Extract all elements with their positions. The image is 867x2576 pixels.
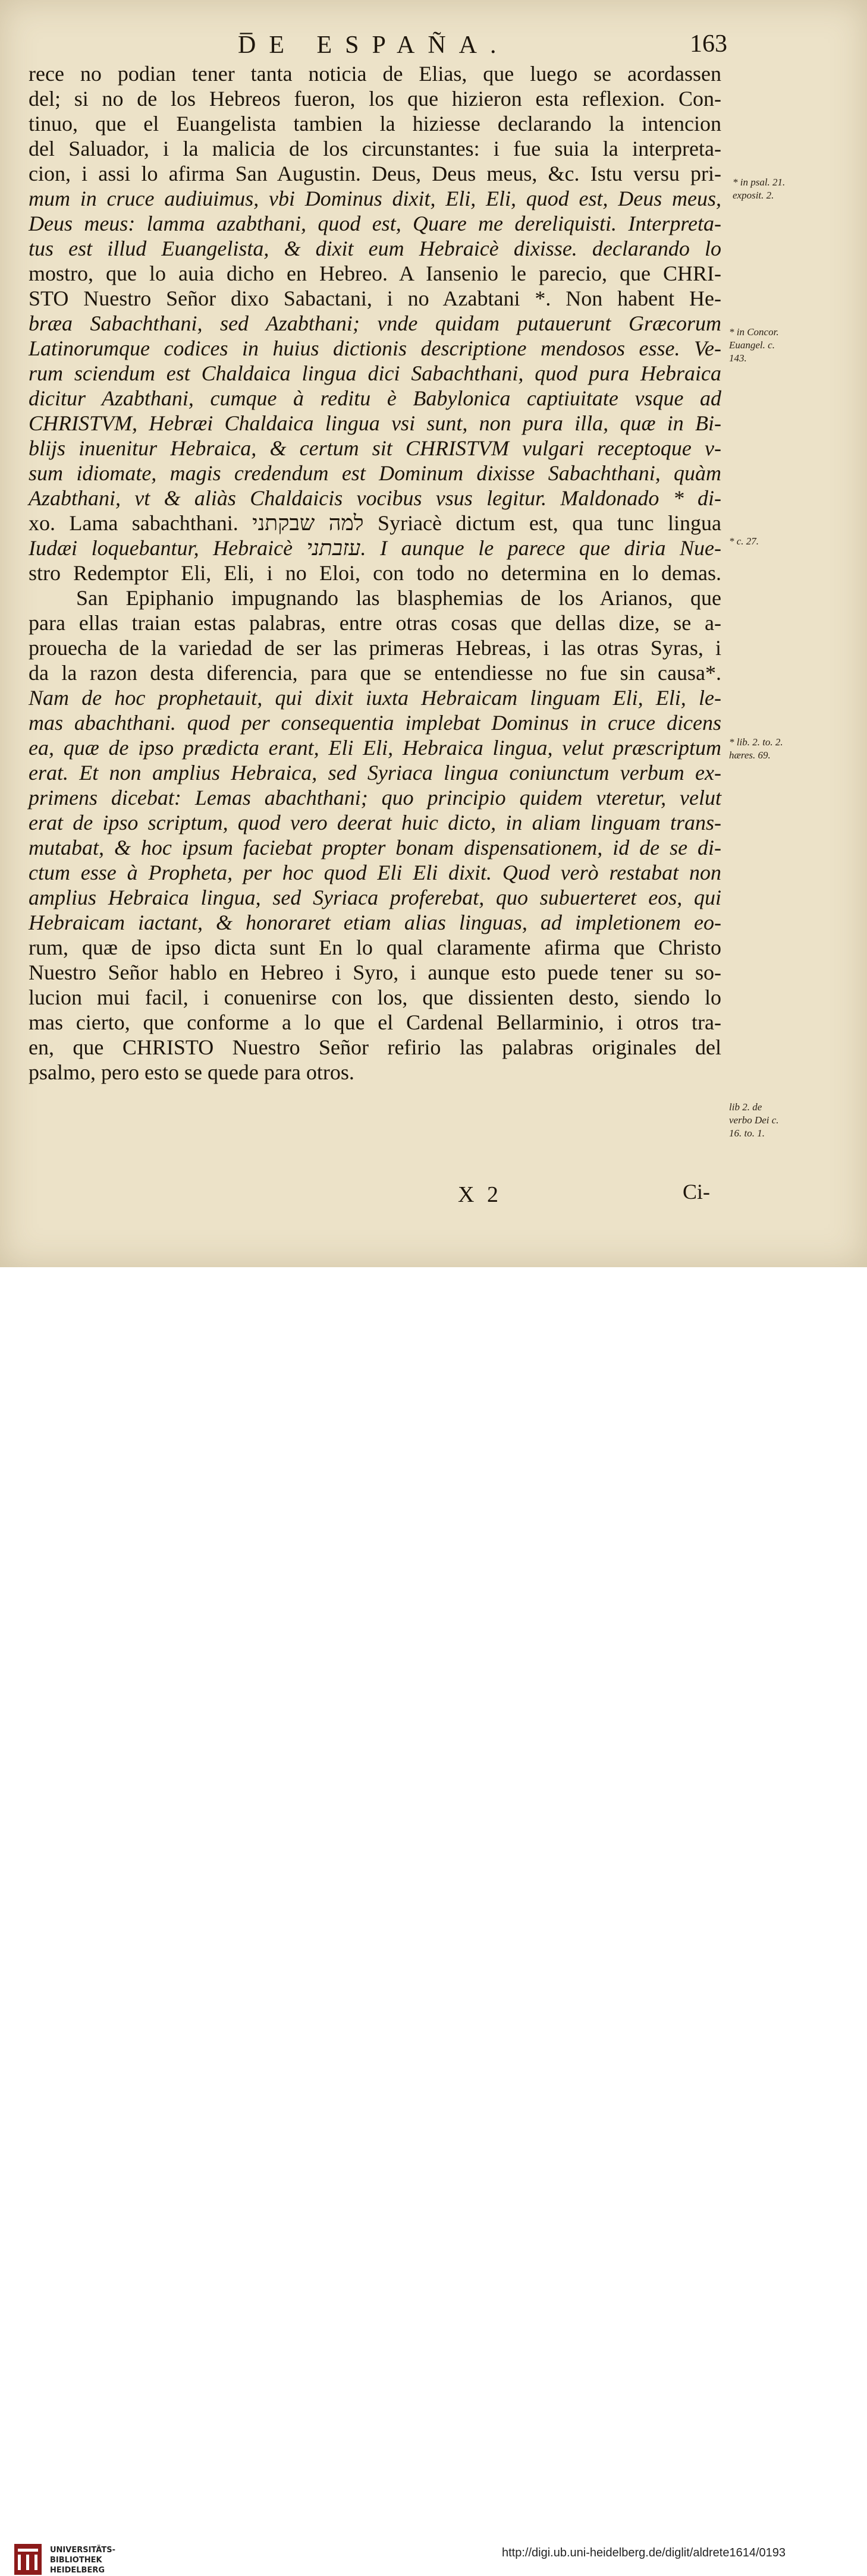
library-name-line: HEIDELBERG xyxy=(50,2566,105,2575)
running-head: D̅E ESPAÑA. xyxy=(238,32,510,59)
text-line: Iudæi loquebantur, Hebraicè עזבתני. I aunque le parece que diria Nue- xyxy=(29,536,722,560)
text-line: Deus meus: lamma azabthani, quod est, Quare me dereliquisti. Interpreta- xyxy=(29,212,721,235)
text-line: mas abachthani. quod per consequentia implebat Dominus in cruce dicens xyxy=(29,711,721,735)
text-line: bræa Sabachthani, sed Azabthani; vnde quidam putauerunt Græcorum xyxy=(29,311,721,335)
margin-note: * in psal. 21. exposit. 2. xyxy=(733,177,786,201)
text-line: primens dicebat: Lemas abachthani; quo principio quidem vteretur, velut xyxy=(29,786,721,810)
book-page xyxy=(0,0,867,1267)
text-line: CHRISTVM, Hebræi Chaldaica lingua vsi sunt, non pura illa, quæ in Bi- xyxy=(29,411,721,435)
text-line: rum, quæ de ipso dicta sunt En lo qual claramente afirma que Christo xyxy=(29,936,721,959)
footer-bar xyxy=(0,1267,867,2575)
text-line: ctum esse à Propheta, per hoc quod Eli Eli dixit. Quod verò restabat non xyxy=(29,861,721,884)
text-line: STO Nuestro Señor dixo Sabactani, i no Azabtani *. Non habent He- xyxy=(29,286,721,310)
text-line: rece no podian tener tanta noticia de Elias, que luego se acordassen xyxy=(29,62,721,86)
text-line: dicitur Azabthani, cumque à reditu è Babylonica captiuitate vsque ad xyxy=(29,386,721,410)
text-line: San Epiphanio impugnando las blasphemias de los Arianos, que xyxy=(76,586,721,610)
text-line: sum idiomate, magis credendum est Dominum dixisse Sabachthani, quàm xyxy=(29,461,721,485)
text-line: da la razon desta diferencia, para que se entendiesse no fue sin causa*. xyxy=(29,661,721,685)
text-line: cion, i assi lo afirma San Augustin. Deus, Deus meus, &c. Istu versu pri- xyxy=(29,162,721,185)
text-line: del Saluador, i la malicia de los circunstantes: i fue suia la interpreta- xyxy=(29,137,721,160)
text-line: mutabat, & hoc ipsum faciebat propter bonam dispensationem, id de se di- xyxy=(29,836,721,859)
margin-note: lib 2. de verbo Dei c. 16. to. 1. xyxy=(729,1101,779,1139)
margin-note: * c. 27. xyxy=(729,536,759,547)
text-line: erat de ipso scriptum, quod vero deerat huic dicto, in aliam linguam trans- xyxy=(29,811,721,834)
text-line: prouecha de la variedad de ser las primeras Hebreas, i las otras Syras, i xyxy=(29,636,721,660)
text-line: amplius Hebraica lingua, sed Syriaca proferebat, quo subuerteret eos, qui xyxy=(29,886,721,909)
library-name xyxy=(50,2545,115,2575)
page-number: 163 xyxy=(690,30,727,58)
library-name-line: BIBLIOTHEK xyxy=(50,2556,102,2565)
text-line: Latinorumque codices in huius dictionis descriptione mendosos esse. Ve- xyxy=(29,336,721,360)
text-line: tus est illud Euangelista, & dixit eum Hebraicè dixisse. declarando lo xyxy=(29,237,721,260)
text-line: psalmo, pero esto se quede para otros. xyxy=(29,1060,354,1084)
text-line: ea, quæ de ipso prædicta erant, Eli Eli, Hebraica lingua, velut præscriptum xyxy=(29,736,721,760)
margin-note: * in Concor. Euangel. c. 143. xyxy=(729,326,779,364)
margin-note: * lib. 2. to. 2. hæres. 69. xyxy=(729,736,783,761)
text-line: en, que CHRISTO Nuestro Señor refirio las palabras originales del xyxy=(29,1035,721,1059)
library-name-line: UNIVERSITÄTS- xyxy=(50,2546,115,2555)
library-logo-icon xyxy=(13,2543,43,2576)
text-line: stro Redemptor Eli, Eli, i no Eloi, con todo no determina en lo demas. xyxy=(29,561,721,585)
text-line: lucion mui facil, i conuenirse con los, que dissienten desto, siendo lo xyxy=(29,985,721,1009)
catchword: Ci- xyxy=(683,1180,711,1204)
text-line: mas cierto, que conforme a lo que el Cardenal Bellarminio, i otros tra- xyxy=(29,1010,721,1034)
text-line: Azabthani, vt & aliàs Chaldaicis vocibus vsus legitur. Maldonado * di- xyxy=(29,486,721,510)
text-line: xo. Lama sabachthani. למה שבקתני Syriacè dictum est, qua tunc lingua xyxy=(29,511,721,535)
text-line: mum in cruce audiuimus, vbi Dominus dixit, Eli, Eli, quod est, Deus meus, xyxy=(29,187,721,210)
text-line: del; si no de los Hebreos fueron, los que hizieron esta reflexion. Con- xyxy=(29,87,721,111)
text-line: mostro, que lo auia dicho en Hebreo. A Iansenio le parecio, que CHRI- xyxy=(29,262,721,285)
text-line: rum sciendum est Chaldaica lingua dici Sabachthani, quod pura Hebraica xyxy=(29,361,721,385)
text-line: Nam de hoc prophetauit, qui dixit iuxta Hebraicam linguam Eli, Eli, le- xyxy=(29,686,721,710)
text-line: erat. Et non amplius Hebraica, sed Syriaca lingua coniunctum verbum ex- xyxy=(29,761,721,785)
text-line: blijs inuenitur Hebraica, & certum sit CHRISTVM vulgari receptoque v- xyxy=(29,436,721,460)
source-url-link[interactable]: http://digi.ub.uni-heidelberg.de/diglit/aldrete1614/0193 xyxy=(502,2546,786,2559)
text-line: para ellas traian estas palabras, entre otras cosas que dellas dize, se a- xyxy=(29,611,721,635)
text-line: tinuo, que el Euangelista tambien la hiziesse declarando la intencion xyxy=(29,112,721,136)
text-line: Hebraicam iactant, & honoraret etiam alias linguas, ad impletionem eo- xyxy=(29,911,721,934)
signature-mark: X 2 xyxy=(458,1182,502,1207)
text-line: Nuestro Señor hablo en Hebreo i Syro, i aunque esto puede tener su so- xyxy=(29,961,721,984)
